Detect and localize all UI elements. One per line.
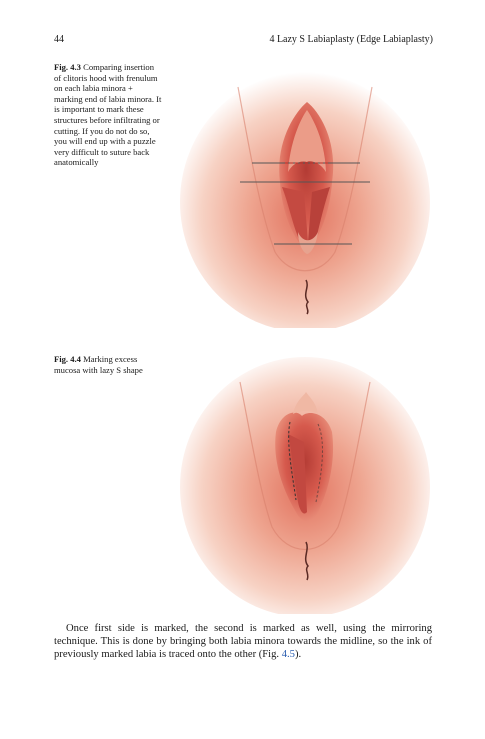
body-paragraph: [54, 622, 432, 662]
figure-label: Fig. 4.3: [54, 62, 81, 72]
figure-caption-4-4: [54, 354, 162, 375]
page-number: 44: [54, 34, 64, 45]
figure-illustration-4-4: [180, 352, 430, 614]
figure-label: Fig. 4.4: [54, 354, 81, 364]
figure-reference-link[interactable]: 4.5: [281, 649, 295, 661]
figure-illustration-4-3: [180, 62, 430, 328]
running-head: 4 Lazy S Labiaplasty (Edge Labiaplasty): [269, 34, 433, 45]
body-text-end: ).: [294, 649, 302, 661]
figure-caption-4-3: [54, 62, 162, 168]
figure-caption-text: Marking excess mucosa with lazy S shape: [54, 354, 143, 375]
figure-caption-text: Comparing insertion of clitoris hood with frenulum on each labia minora + marking end of labia minora. It is important to mark these structures before infiltrating or cutting. If you do not do so, you will end up with a puzzle very difficult to suture back anatomically: [54, 62, 162, 168]
body-text: Once first side is marked, the second is marked as well, using the mirroring technique. This is done by bringing both labia minora towards the midline, so the ink of previously marked labia is traced onto the other (Fig.: [54, 623, 432, 661]
